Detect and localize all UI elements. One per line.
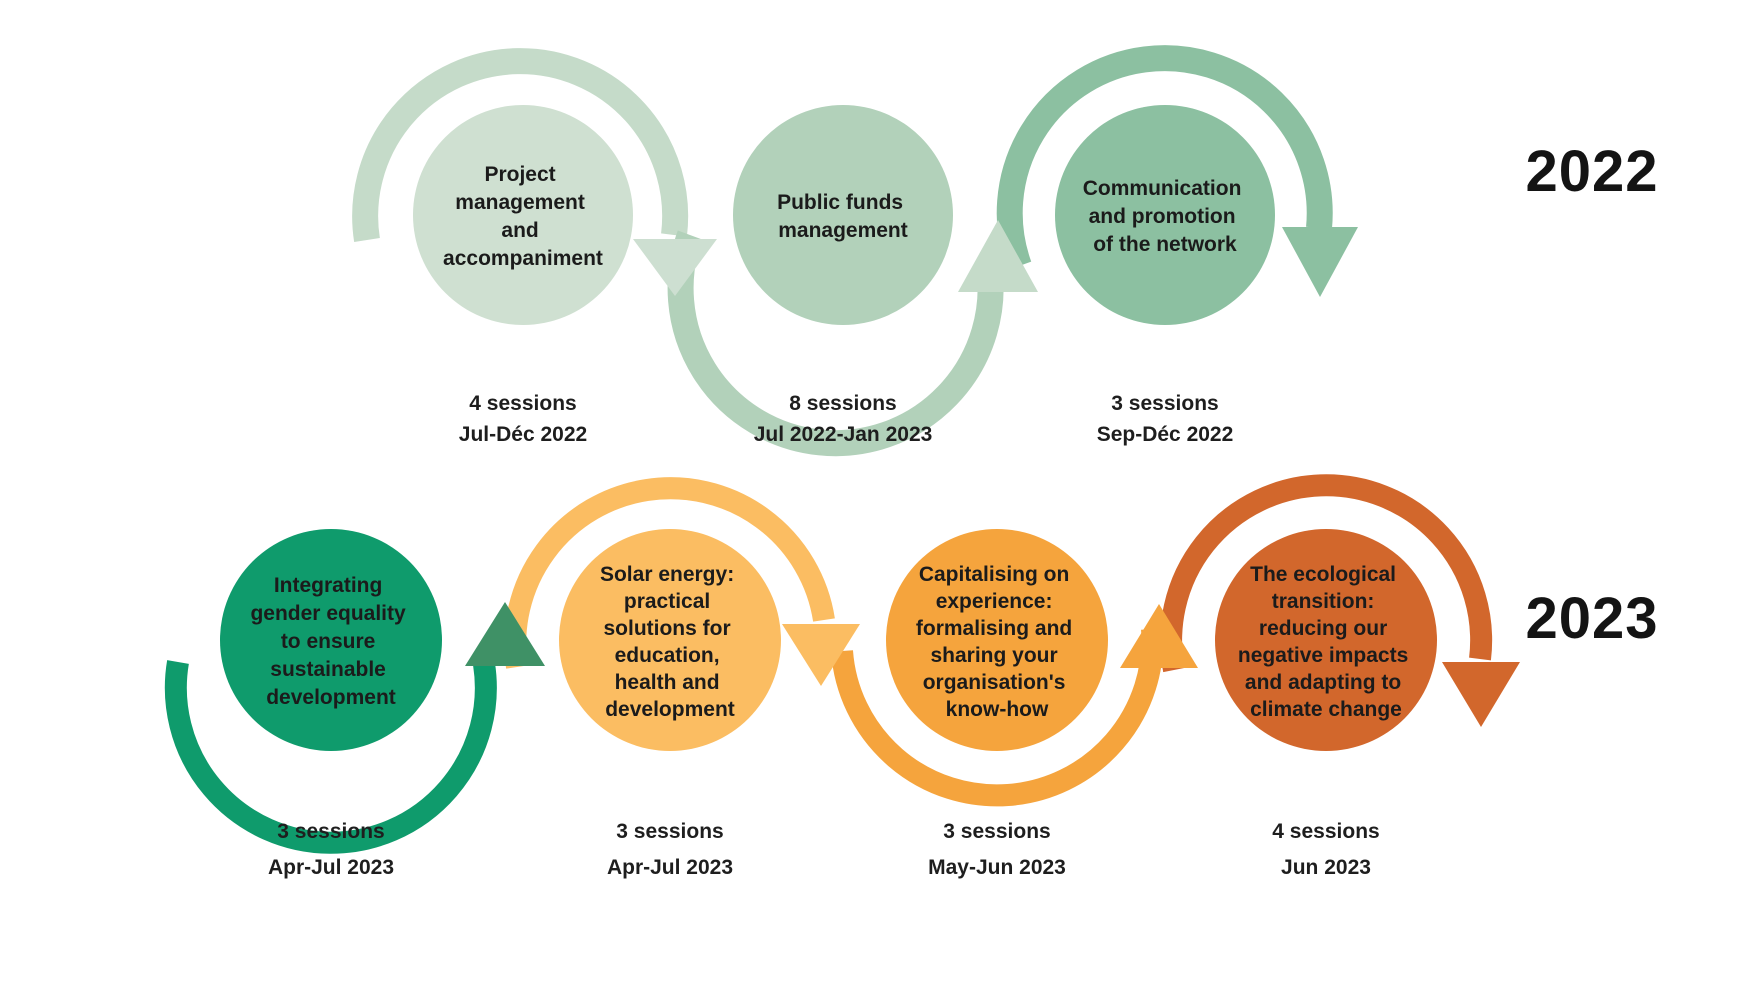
dates-label: Apr-Jul 2023 [267, 856, 395, 879]
sessions-label: 4 sessions [469, 392, 577, 415]
arrow-up-icon [465, 602, 545, 666]
dates-label: Jul 2022-Jan 2023 [753, 423, 933, 446]
arrow-down-icon [633, 239, 717, 296]
dates-label: Apr-Jul 2023 [606, 856, 734, 879]
sessions-label: 3 sessions [616, 820, 724, 843]
circle-project-management [413, 105, 633, 325]
sessions-label: 3 sessions [277, 820, 385, 843]
year-label-2022: 2022 [1525, 139, 1659, 204]
arrow-down-icon [1282, 227, 1358, 297]
circle-title-gender-equality: Integrating gender equality to ensure sustainable development [250, 574, 406, 709]
circle-title-communication: Communication and promotion of the network [1082, 177, 1242, 256]
dates-label: May-Jun 2023 [928, 856, 1066, 879]
dates-label: Jul-Déc 2022 [458, 423, 588, 446]
circle-public-funds [733, 105, 953, 325]
sessions-label: 3 sessions [1111, 392, 1219, 415]
year-label-2023: 2023 [1525, 586, 1659, 651]
circle-title-public-funds: Public funds management [777, 191, 908, 242]
dates-label: Jun 2023 [1281, 856, 1371, 879]
row-2023 [176, 485, 1659, 879]
circle-title-ecological-transition: The ecological transition: reducing our negative impacts and adapting to climate change [1237, 563, 1409, 721]
circle-title-capitalising-experience: Capitalising on experience: formalising and sharing your organisation's know-how [915, 563, 1073, 721]
dates-label: Sep-Déc 2022 [1096, 423, 1234, 446]
sessions-label: 4 sessions [1272, 820, 1380, 843]
sessions-label: 8 sessions [789, 392, 897, 415]
arrow-down-icon [1442, 662, 1520, 727]
circle-title-project-management: Project management and accompaniment [443, 163, 603, 270]
sessions-label: 3 sessions [943, 820, 1051, 843]
arrow-up-icon [1120, 604, 1198, 668]
row-2022 [365, 58, 1658, 446]
circle-title-solar-energy: Solar energy: practical solutions for education, health and development [599, 563, 735, 721]
